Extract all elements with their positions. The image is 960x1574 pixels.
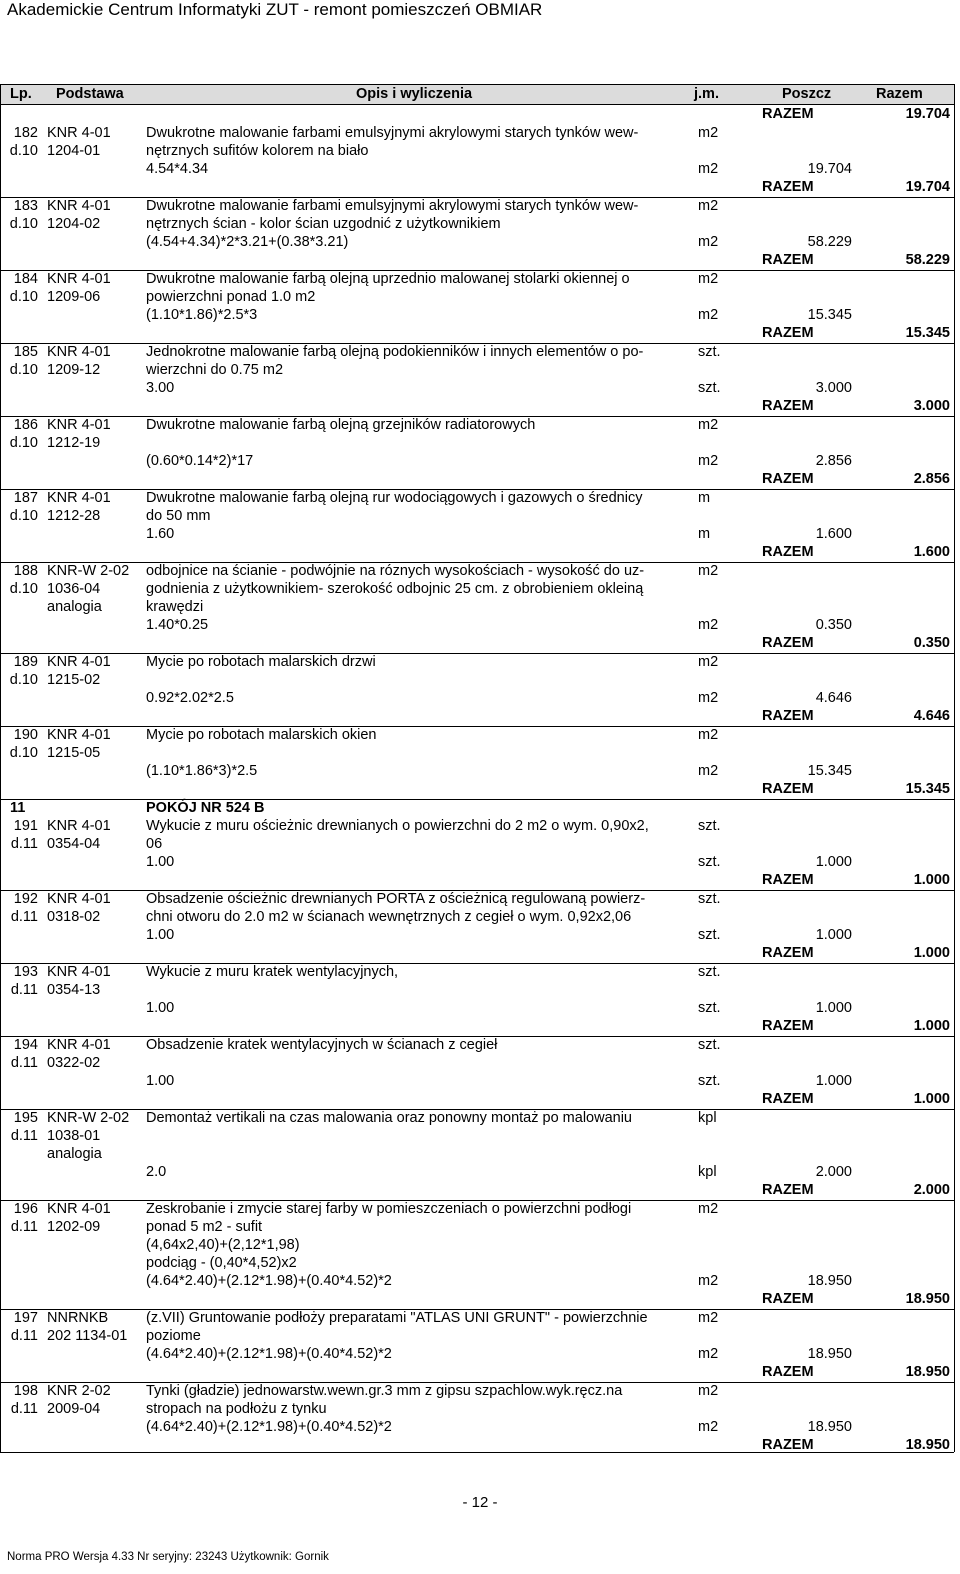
- item-calc-unit: m2: [698, 1273, 719, 1289]
- item-lp: d.10: [9, 143, 38, 159]
- item-description: odbojnice na ścianie - podwójnie na róznych wysokościach - wysokość do uz-: [146, 563, 645, 579]
- item-description: Dwukrotne malowanie farbami emulsyjnymi akrylowymi starych tynków wew-: [146, 198, 639, 214]
- item-razem-value: 2.856: [913, 471, 950, 487]
- item-unit: szt.: [698, 1037, 721, 1053]
- item-razem-value: 1.000: [913, 945, 950, 961]
- item-lp: 191: [13, 818, 38, 834]
- item-podstawa: KNR 4-01: [47, 198, 111, 214]
- item-podstawa: KNR 4-01: [47, 964, 111, 980]
- item-calculation: (4.54+4.34)*2*3.21+(0.38*3.21): [146, 234, 349, 250]
- item-unit: szt.: [698, 818, 721, 834]
- item-podstawa: 0354-13: [47, 982, 101, 998]
- item-poszcz-value: 1.000: [815, 1000, 852, 1016]
- item-calculation: 1.60: [146, 526, 175, 542]
- item-podstawa: KNR 4-01: [47, 344, 111, 360]
- item-podstawa: KNR 4-01: [47, 818, 111, 834]
- item-lp: 184: [13, 271, 38, 287]
- table-border-left: [0, 84, 1, 1452]
- item-poszcz-value: 4.646: [815, 690, 852, 706]
- item-podstawa: 0322-02: [47, 1055, 101, 1071]
- item-lp: 197: [13, 1310, 38, 1326]
- item-podstawa: 2009-04: [47, 1401, 101, 1417]
- item-unit: m2: [698, 125, 719, 141]
- column-header-podstawa: Podstawa: [56, 86, 124, 102]
- item-podstawa: KNR 4-01: [47, 490, 111, 506]
- item-podstawa: 1038-01: [47, 1128, 101, 1144]
- item-razem-label: RAZEM: [762, 1182, 814, 1198]
- item-lp: d.11: [10, 1401, 38, 1417]
- item-calc-unit: m2: [698, 763, 719, 779]
- item-calc-unit: szt.: [698, 380, 721, 396]
- item-calculation: (0.60*0.14*2)*17: [146, 453, 254, 469]
- item-description: (z.VII) Gruntowanie podłoży preparatami "ATLAS UNI GRUNT" - powierzchnie: [146, 1310, 648, 1326]
- item-description: Dwukrotne malowanie farbami emulsyjnymi akrylowymi starych tynków wew-: [146, 125, 639, 141]
- item-calc-unit: m2: [698, 690, 719, 706]
- row-divider: [0, 799, 954, 800]
- top-razem-label: RAZEM: [762, 106, 814, 122]
- item-description: krawędzi: [146, 599, 204, 615]
- item-lp: 188: [13, 563, 38, 579]
- item-poszcz-value: 1.000: [815, 927, 852, 943]
- item-podstawa: KNR 2-02: [47, 1383, 111, 1399]
- item-calculation: 1.00: [146, 854, 175, 870]
- item-description: Zeskrobanie i zmycie starej farby w pomieszczeniach o powierzchni podłogi: [146, 1201, 632, 1217]
- item-podstawa: 1215-05: [47, 745, 101, 761]
- item-podstawa: analogia: [47, 1146, 102, 1162]
- item-poszcz-value: 15.345: [807, 763, 852, 779]
- item-razem-value: 18.950: [905, 1291, 950, 1307]
- item-podstawa: 1209-12: [47, 362, 101, 378]
- item-razem-label: RAZEM: [762, 1437, 814, 1453]
- item-razem-value: 58.229: [905, 252, 950, 268]
- item-calculation: (4.64*2.40)+(2.12*1.98)+(0.40*4.52)*2: [146, 1419, 392, 1435]
- item-description: Demontaż vertikali na czas malowania oraz ponowny montaż po malowaniu: [146, 1110, 632, 1126]
- item-razem-label: RAZEM: [762, 179, 814, 195]
- column-header-poszcz: Poszcz: [782, 86, 832, 102]
- item-description: stropach na podłożu z tynku: [146, 1401, 327, 1417]
- item-description: Obsadzenie ościeżnic drewnianych PORTA z ościeżnicą regulowaną powierz-: [146, 891, 646, 907]
- item-podstawa: 1212-28: [47, 508, 101, 524]
- item-description: poziome: [146, 1328, 201, 1344]
- item-podstawa: 202 1134-01: [47, 1328, 128, 1344]
- item-lp: d.10: [9, 435, 38, 451]
- item-podstawa: KNR 4-01: [47, 1201, 111, 1217]
- item-podstawa: KNR 4-01: [47, 125, 111, 141]
- item-lp: 182: [13, 125, 38, 141]
- item-calc-unit: szt.: [698, 927, 721, 943]
- item-description: godnienia z użytkownikiem- szerokość odbojnic 25 cm. z obrobieniem okleiną: [146, 581, 644, 597]
- item-calculation: 1.40*0.25: [146, 617, 209, 633]
- item-calc-unit: m2: [698, 161, 719, 177]
- item-razem-label: RAZEM: [762, 872, 814, 888]
- item-razem-value: 18.950: [905, 1364, 950, 1380]
- column-header-lp: Lp.: [10, 86, 32, 102]
- item-description: podciąg - (0,40*4,52)x2: [146, 1255, 297, 1271]
- item-lp: 190: [13, 727, 38, 743]
- item-lp: 189: [13, 654, 38, 670]
- item-lp: d.10: [9, 362, 38, 378]
- item-calculation: (4.64*2.40)+(2.12*1.98)+(0.40*4.52)*2: [146, 1273, 392, 1289]
- item-razem-value: 1.000: [913, 872, 950, 888]
- column-header-row: [0, 84, 954, 104]
- item-razem-value: 4.646: [913, 708, 950, 724]
- item-lp: d.11: [10, 836, 38, 852]
- item-calc-unit: kpl: [698, 1164, 717, 1180]
- item-lp: 198: [13, 1383, 38, 1399]
- item-razem-value: 0.350: [913, 635, 950, 651]
- item-podstawa: KNR 4-01: [47, 417, 111, 433]
- top-razem-value: 19.704: [905, 106, 950, 122]
- item-podstawa: 1215-02: [47, 672, 101, 688]
- item-description: chni otworu do 2.0 m2 w ścianach wewnętrznych z cegieł o wym. 0,92x2,06: [146, 909, 632, 925]
- item-podstawa: 1204-02: [47, 216, 101, 232]
- item-unit: szt.: [698, 344, 721, 360]
- item-razem-value: 15.345: [905, 325, 950, 341]
- item-podstawa: 1212-19: [47, 435, 101, 451]
- section-title: POKÓJ NR 524 B: [146, 800, 265, 816]
- item-unit: m2: [698, 198, 719, 214]
- item-calculation: (1.10*1.86*3)*2.5: [146, 763, 258, 779]
- item-calculation: 1.00: [146, 1073, 175, 1089]
- item-podstawa: 1204-01: [47, 143, 101, 159]
- item-poszcz-value: 1.000: [815, 1073, 852, 1089]
- item-podstawa: KNR-W 2-02: [47, 563, 130, 579]
- row-divider: [0, 653, 954, 654]
- item-poszcz-value: 3.000: [815, 380, 852, 396]
- item-description: Dwukrotne malowanie farbą olejną rur wodociągowych i gazowych o średnicy: [146, 490, 643, 506]
- item-unit: m2: [698, 1201, 719, 1217]
- item-poszcz-value: 0.350: [815, 617, 852, 633]
- item-lp: 187: [13, 490, 38, 506]
- item-calculation: (4.64*2.40)+(2.12*1.98)+(0.40*4.52)*2: [146, 1346, 392, 1362]
- item-podstawa: 0354-04: [47, 836, 101, 852]
- item-description: Wykucie z muru kratek wentylacyjnych,: [146, 964, 399, 980]
- item-poszcz-value: 1.000: [815, 854, 852, 870]
- item-lp: 193: [13, 964, 38, 980]
- section-number: 11: [10, 800, 26, 816]
- item-podstawa: analogia: [47, 599, 102, 615]
- item-unit: m2: [698, 1310, 719, 1326]
- item-unit: kpl: [698, 1110, 717, 1126]
- item-calc-unit: szt.: [698, 1073, 721, 1089]
- item-lp: 196: [13, 1201, 38, 1217]
- item-description: do 50 mm: [146, 508, 211, 524]
- table-border-right: [954, 84, 955, 1452]
- item-description: Jednokrotne malowanie farbą olejną podokienników i innych elementów o po-: [146, 344, 644, 360]
- item-lp: d.11: [10, 982, 38, 998]
- item-poszcz-value: 18.950: [807, 1419, 852, 1435]
- item-calculation: (1.10*1.86)*2.5*3: [146, 307, 258, 323]
- item-description: (4,64x2,40)+(2,12*1,98): [146, 1237, 300, 1253]
- item-calculation: 2.0: [146, 1164, 167, 1180]
- item-podstawa: KNR 4-01: [47, 654, 111, 670]
- item-description: wierzchni do 0.75 m2: [146, 362, 284, 378]
- item-lp: d.10: [9, 581, 38, 597]
- item-poszcz-value: 15.345: [807, 307, 852, 323]
- item-podstawa: KNR-W 2-02: [47, 1110, 130, 1126]
- item-poszcz-value: 18.950: [807, 1273, 852, 1289]
- item-razem-label: RAZEM: [762, 708, 814, 724]
- item-razem-value: 1.000: [913, 1091, 950, 1107]
- item-lp: 186: [13, 417, 38, 433]
- item-razem-label: RAZEM: [762, 635, 814, 651]
- item-razem-label: RAZEM: [762, 544, 814, 560]
- item-description: Wykucie z muru ościeżnic drewnianych o powierzchni do 2 m2 o wym. 0,90x2,: [146, 818, 649, 834]
- item-calc-unit: m2: [698, 1419, 719, 1435]
- item-razem-label: RAZEM: [762, 781, 814, 797]
- item-podstawa: KNR 4-01: [47, 271, 111, 287]
- item-razem-label: RAZEM: [762, 945, 814, 961]
- page-number: - 12 -: [462, 1494, 498, 1511]
- item-lp: 195: [13, 1110, 38, 1126]
- item-description: powierzchni ponad 1.0 m2: [146, 289, 316, 305]
- item-podstawa: 0318-02: [47, 909, 101, 925]
- item-razem-value: 2.000: [913, 1182, 950, 1198]
- item-razem-label: RAZEM: [762, 1291, 814, 1307]
- item-description: Obsadzenie kratek wentylacyjnych w ścianach z cegieł: [146, 1037, 498, 1053]
- item-unit: m2: [698, 654, 719, 670]
- item-calculation: 1.00: [146, 927, 175, 943]
- document-title: Akademickie Centrum Informatyki ZUT - remont pomieszczeń OBMIAR: [7, 0, 543, 19]
- item-lp: 194: [13, 1037, 38, 1053]
- item-podstawa: KNR 4-01: [47, 891, 111, 907]
- item-calc-unit: m2: [698, 453, 719, 469]
- item-description: Dwukrotne malowanie farbą olejną uprzednio malowanej stolarki okiennej o: [146, 271, 630, 287]
- item-podstawa: NNRNKB: [47, 1310, 109, 1326]
- item-description: nętrznych ścian - kolor ścian uzgodnić z użytkownikiem: [146, 216, 501, 232]
- item-razem-value: 15.345: [905, 781, 950, 797]
- item-lp: d.10: [9, 216, 38, 232]
- item-lp: d.11: [10, 909, 38, 925]
- item-razem-label: RAZEM: [762, 325, 814, 341]
- item-calc-unit: m: [698, 526, 711, 542]
- item-lp: d.10: [9, 745, 38, 761]
- item-unit: m2: [698, 727, 719, 743]
- item-unit: m2: [698, 563, 719, 579]
- item-razem-value: 19.704: [905, 179, 950, 195]
- item-podstawa: 1209-06: [47, 289, 101, 305]
- item-description: Mycie po robotach malarskich okien: [146, 727, 377, 743]
- item-razem-label: RAZEM: [762, 471, 814, 487]
- item-lp: d.10: [9, 289, 38, 305]
- item-description: Tynki (gładzie) jednowarstw.wewn.gr.3 mm z gipsu szpachlow.wyk.ręcz.na: [146, 1383, 623, 1399]
- item-calc-unit: m2: [698, 234, 719, 250]
- item-unit: szt.: [698, 891, 721, 907]
- item-podstawa: KNR 4-01: [47, 1037, 111, 1053]
- item-unit: m2: [698, 1383, 719, 1399]
- row-divider: [0, 726, 954, 727]
- item-calculation: 1.00: [146, 1000, 175, 1016]
- item-razem-label: RAZEM: [762, 252, 814, 268]
- item-calculation: 4.54*4.34: [146, 161, 209, 177]
- item-calculation: 0.92*2.02*2.5: [146, 690, 234, 706]
- item-razem-value: 1.000: [913, 1018, 950, 1034]
- item-lp: 192: [13, 891, 38, 907]
- item-description: Mycie po robotach malarskich drzwi: [146, 654, 376, 670]
- item-lp: d.11: [10, 1328, 38, 1344]
- item-calc-unit: m2: [698, 1346, 719, 1362]
- item-poszcz-value: 19.704: [807, 161, 852, 177]
- item-poszcz-value: 1.600: [815, 526, 852, 542]
- item-calc-unit: m2: [698, 617, 719, 633]
- item-lp: d.11: [10, 1055, 38, 1071]
- item-unit: m2: [698, 271, 719, 287]
- item-lp: d.10: [9, 508, 38, 524]
- item-razem-value: 18.950: [905, 1437, 950, 1453]
- item-unit: szt.: [698, 964, 721, 980]
- item-razem-value: 1.600: [913, 544, 950, 560]
- footer-info: Norma PRO Wersja 4.33 Nr seryjny: 23243 Użytkownik: Gornik: [7, 1551, 329, 1563]
- item-razem-label: RAZEM: [762, 1091, 814, 1107]
- item-calc-unit: szt.: [698, 854, 721, 870]
- row-divider: [0, 963, 954, 964]
- item-poszcz-value: 2.000: [815, 1164, 852, 1180]
- item-description: ponad 5 m2 - sufit: [146, 1219, 263, 1235]
- item-poszcz-value: 18.950: [807, 1346, 852, 1362]
- item-calc-unit: m2: [698, 307, 719, 323]
- item-description: nętrznych sufitów kolorem na biało: [146, 143, 369, 159]
- item-lp: 183: [13, 198, 38, 214]
- item-razem-label: RAZEM: [762, 1018, 814, 1034]
- item-calc-unit: szt.: [698, 1000, 721, 1016]
- item-unit: m2: [698, 417, 719, 433]
- item-razem-value: 3.000: [913, 398, 950, 414]
- item-calculation: 3.00: [146, 380, 175, 396]
- item-podstawa: 1202-09: [47, 1219, 101, 1235]
- item-podstawa: 1036-04: [47, 581, 101, 597]
- table-border-top: [0, 84, 954, 85]
- column-header-opis: Opis i wyliczenia: [356, 86, 473, 102]
- item-podstawa: KNR 4-01: [47, 727, 111, 743]
- item-lp: d.11: [10, 1219, 38, 1235]
- item-lp: 185: [13, 344, 38, 360]
- item-poszcz-value: 58.229: [807, 234, 852, 250]
- item-poszcz-value: 2.856: [815, 453, 852, 469]
- item-description: Dwukrotne malowanie farbą olejną grzejników radiatorowych: [146, 417, 536, 433]
- item-lp: d.10: [9, 672, 38, 688]
- item-description: 06: [146, 836, 163, 852]
- item-razem-label: RAZEM: [762, 1364, 814, 1380]
- item-lp: d.11: [10, 1128, 38, 1144]
- column-header-jm: j.m.: [694, 86, 719, 102]
- item-razem-label: RAZEM: [762, 398, 814, 414]
- column-header-razem: Razem: [876, 86, 923, 102]
- item-unit: m: [698, 490, 711, 506]
